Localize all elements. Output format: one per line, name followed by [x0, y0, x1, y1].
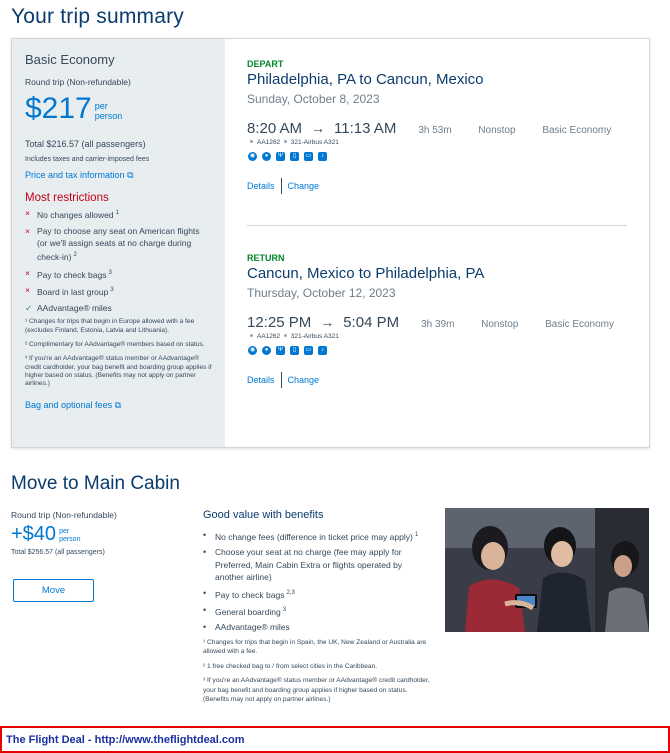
footnote: ³ If you're an AAdvantage® status member or AAdvantage® credit cardholder, your bag benefit and boarding group applies if higher based on status. (Benefits may not apply on partner airlines.): [203, 677, 430, 704]
total-price: Total $216.57 (all passengers): [25, 139, 146, 149]
main-cabin-footnotes: [203, 638, 433, 705]
price-per-person: per person: [94, 101, 123, 121]
arrow-right-icon: →: [311, 120, 326, 136]
phone-icon: ▯: [290, 346, 299, 355]
depart-flight-number: AA1262: [257, 139, 281, 146]
price-tax-link[interactable]: Price and tax information ⧉: [25, 170, 134, 180]
restriction-item: ✓ AAdvantage® miles: [25, 303, 112, 314]
x-mark-icon: ×: [25, 225, 30, 236]
return-segment: [247, 253, 627, 388]
depart-label: DEPART: [247, 59, 284, 69]
check-icon: ✓: [25, 303, 33, 314]
main-cabin-price-row: [11, 523, 181, 545]
return-flight-number: AA1262: [257, 333, 281, 340]
travelers-photo: [445, 508, 649, 632]
return-details-link[interactable]: Details: [247, 375, 275, 385]
bullet-icon: •: [203, 530, 207, 540]
banner-text[interactable]: The Flight Deal - http://www.theflightdeal.com: [6, 734, 245, 746]
restriction-item: × Board in last group $^3$: [25, 285, 114, 298]
benefit-item: • No change fees (difference in ticket price may apply) $^1$: [203, 530, 419, 542]
bullet-icon: •: [203, 622, 207, 633]
depart-cabin: Basic Economy: [542, 125, 612, 136]
move-button[interactable]: Move: [13, 579, 94, 602]
usb-power-icon: Ψ: [277, 347, 283, 353]
return-cabin: Basic Economy: [545, 319, 615, 330]
shield-icon: ●: [262, 346, 271, 355]
benefits-title: Good value with benefits: [203, 509, 324, 521]
return-arr-time: 5:04 PM: [343, 314, 400, 331]
restrictions-title: Most restrictions: [25, 192, 109, 204]
entertainment-icon: ▭: [305, 347, 312, 353]
phone-icon: ▯: [290, 152, 299, 161]
bag-fees-link[interactable]: Bag and optional fees ⧉: [25, 400, 122, 411]
benefit-item: • General boarding $^3$: [203, 605, 287, 617]
depart-amenities: [248, 152, 627, 161]
return-stops: Nonstop: [481, 319, 519, 330]
wifi-icon: ◉: [249, 347, 256, 353]
bullet-icon: •: [203, 587, 207, 598]
depart-dep-time: 8:20 AM: [247, 120, 303, 137]
x-mark-icon: ×: [25, 208, 30, 218]
main-cabin-benefits: [203, 509, 433, 710]
benefit-item: • Choose your seat at no charge (fee may apply for Preferred, Main Cabin Extra or flights operated by another airline): [203, 547, 403, 583]
x-mark-icon: ×: [25, 267, 30, 278]
fare-summary-panel: [12, 39, 225, 447]
footnote: ² Complimentary for AAdvantage® members based on status.: [25, 340, 205, 348]
depart-flight-info: [250, 139, 627, 146]
return-dep-time: 12:25 PM: [247, 314, 312, 331]
restriction-item: × No changes allowed $^1$: [25, 208, 119, 220]
summary-footnotes: [25, 318, 212, 388]
return-route: Cancun, Mexico to Philadelphia, PA: [247, 265, 485, 282]
return-time-row: [247, 314, 627, 331]
usb-power-icon: Ψ: [277, 153, 283, 159]
bullet-icon: •: [203, 605, 207, 616]
fare-name: Basic Economy: [25, 52, 115, 67]
return-flight-info: [250, 333, 627, 340]
footnote: ¹ Changes for trips that begin in Spain, the UK, New Zealand or Australia are allowed with a fee.: [203, 638, 427, 656]
return-label: RETURN: [247, 253, 285, 263]
footnote: ² 1 free checked bag to / from select cities in the Caribbean.: [203, 662, 378, 670]
depart-route: Philadelphia, PA to Cancun, Mexico: [247, 71, 484, 88]
restrictions-list: [25, 207, 212, 314]
trip-type: Round trip (Non-refundable): [25, 77, 131, 87]
return-date: Thursday, October 12, 2023: [247, 286, 396, 300]
benefits-list: [203, 529, 433, 634]
trip-summary-card: [11, 38, 650, 448]
benefit-item: • AAdvantage® miles: [203, 622, 290, 633]
depart-date: Sunday, October 8, 2023: [247, 92, 380, 106]
x-mark-icon: ×: [25, 285, 30, 296]
bullet-icon: •: [203, 547, 207, 558]
depart-aircraft: 321-Airbus A321: [290, 139, 339, 146]
main-cabin-title: Move to Main Cabin: [11, 473, 180, 494]
depart-actions: [247, 178, 627, 194]
flight-deal-banner: [0, 726, 670, 753]
music-icon: ♪: [318, 346, 327, 355]
return-actions: [247, 372, 627, 388]
page-title: Your trip summary: [11, 5, 185, 28]
wifi-icon: ◉: [249, 153, 256, 159]
main-cabin-trip-type: Round trip (Non-refundable): [11, 510, 117, 520]
footnote: ¹ Changes for trips that begin in Europe allowed with a fee (excludes Finland, Estonia, Latvia and Lithuania).: [25, 318, 195, 334]
return-amenities: [248, 346, 627, 355]
depart-time-row: [247, 120, 627, 137]
return-duration: 3h 39m: [421, 319, 455, 330]
benefit-item: • Pay to check bags $^{2,3}$: [203, 587, 295, 600]
return-aircraft: 321-Airbus A321: [290, 333, 339, 340]
depart-arr-time: 11:13 AM: [334, 120, 397, 137]
entertainment-icon: ▭: [305, 153, 312, 159]
main-cabin-total: Total $256.57 (all passengers): [11, 549, 105, 556]
depart-stops: Nonstop: [478, 125, 516, 136]
main-cabin-price: +$40: [11, 523, 57, 545]
external-window-icon: ⧉: [127, 170, 134, 180]
price-row: [25, 93, 212, 125]
music-icon: ♪: [318, 152, 327, 161]
segment-divider: [247, 225, 627, 226]
itinerary-panel: [225, 39, 649, 447]
return-change-link[interactable]: Change: [287, 375, 320, 385]
main-cabin-price-block: [11, 510, 181, 556]
depart-change-link[interactable]: Change: [287, 181, 320, 191]
depart-details-link[interactable]: Details: [247, 181, 275, 191]
depart-duration: 3h 53m: [418, 125, 452, 136]
taxes-note: Includes taxes and carrier-imposed fees: [25, 156, 150, 163]
restriction-item: × Pay to choose any seat on American flights (or we'll assign seats at no charge during check-in) $^2$: [25, 225, 200, 262]
main-cabin-per-person: per person: [59, 528, 81, 543]
arrow-right-icon: →: [320, 314, 335, 330]
shield-icon: ●: [262, 152, 271, 161]
fare-price: $217: [25, 92, 92, 125]
footnote: ³ If you're an AAdvantage® status member or AAdvantage® credit cardholder, your bag benefit and boarding group applies if higher based on status. (Benefits may not apply on partner airlines.): [25, 355, 212, 388]
external-window-icon: ⧉: [114, 400, 122, 411]
restriction-item: × Pay to check bags $^3$: [25, 267, 112, 280]
depart-segment: [247, 59, 627, 194]
